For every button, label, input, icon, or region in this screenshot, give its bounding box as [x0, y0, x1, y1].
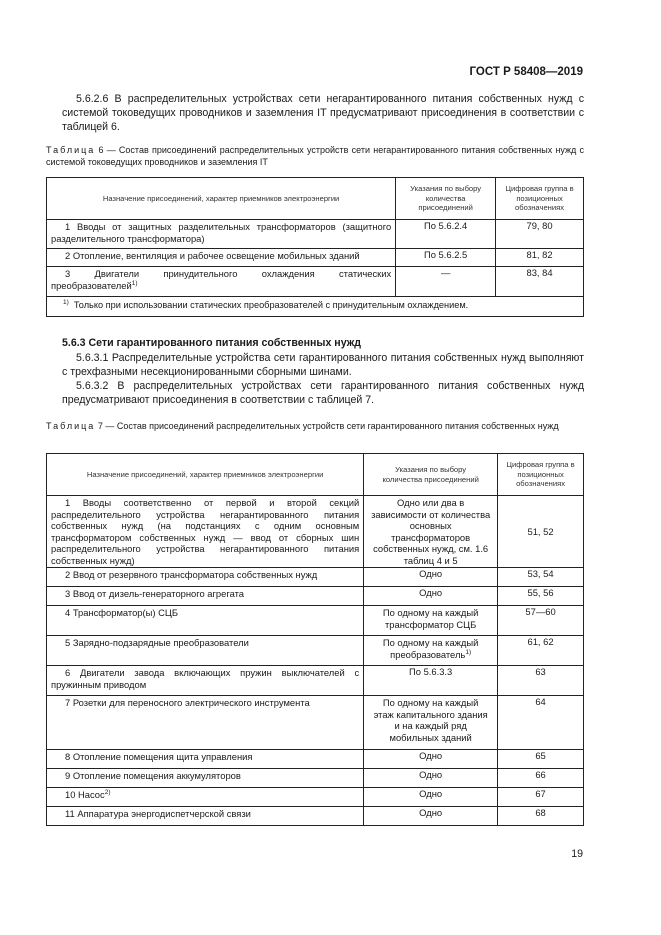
table-row [47, 696, 584, 750]
row-group: 57—60 [498, 606, 584, 636]
row-name: 5 Зарядно-подзарядные преобразователи [65, 637, 249, 648]
row-note: По 5.6.2.4 [396, 220, 496, 249]
row-name: 6 Двигатели завода включающих пружин выключателей с пружинным приводом [51, 667, 360, 690]
row-note: По 5.6.2.5 [396, 249, 496, 267]
table-row [47, 568, 584, 587]
row-group: 79, 80 [496, 220, 584, 249]
footnote-text: Только при использовании статических преобразователей с принудительным охлаждением. [73, 300, 469, 310]
table-row [47, 249, 584, 267]
row-name: 3 Ввод от дизель-генераторного агрегата [65, 588, 244, 599]
row-group: 81, 82 [496, 249, 584, 267]
table-row [47, 606, 584, 636]
row-note: Одно [364, 587, 498, 606]
table6-caption-text: 6 — Состав присоединений распределительных устройств сети негарантированного питания собственных нужд с системой токоведущих проводников и заземления IT [46, 145, 584, 167]
row-name: 2 Отопление, вентиляция и рабочее освещение мобильных зданий [65, 250, 360, 261]
row-note: Одно [364, 769, 498, 788]
table7-header-name: Назначение присоединений, характер приемников электроэнергии [47, 454, 364, 496]
row-name: 1 Вводы от защитных разделительных трансформаторов (защитного разделительного трансформатора) [51, 221, 392, 244]
row-note: Одно [364, 568, 498, 587]
table-row [47, 807, 584, 826]
footnote-ref: 2) [104, 789, 111, 796]
table-row [47, 750, 584, 769]
table-row [47, 788, 584, 807]
row-note: Одно [364, 750, 498, 769]
row-note: Одно [364, 788, 498, 807]
table6-header-note: Указания по выбору количества присоединений [396, 178, 496, 220]
row-note: По одному на каждый преобразователь [382, 637, 479, 660]
row-name: 8 Отопление помещения щита управления [65, 751, 253, 762]
table-row [47, 587, 584, 606]
page-number: 19 [571, 848, 583, 860]
footnote-mark: 1) [63, 299, 69, 306]
row-note: По одному на каждый этаж капитального здания и на каждый ряд мобильных зданий [364, 696, 498, 750]
table-7 [46, 453, 584, 826]
row-note: — [396, 267, 496, 297]
row-name: 3 Двигатели принудительного охлаждения статических преобразователей [51, 268, 392, 291]
document-header: ГОСТ Р 58408—2019 [469, 66, 583, 78]
row-group: 55, 56 [498, 587, 584, 606]
row-group: 53, 54 [498, 568, 584, 587]
row-name: 1 Вводы соответственно от первой и второй секций распределительного устройства негарантированного питания собственных нужд (на подстанциях с одним основным трансформатором собственных нужд — ввод от сборных шин распределительного устройства негарантированного питания собственных нужд) [51, 497, 360, 566]
row-name: 7 Розетки для переносного электрического инструмента [65, 697, 310, 708]
table6-footnote [47, 297, 584, 317]
row-note: Одно [364, 807, 498, 826]
row-name: 4 Трансформатор(ы) СЦБ [65, 607, 178, 618]
row-note: По одному на каждый трансформатор СЦБ [364, 606, 498, 636]
row-note: По 5.6.3.3 [364, 666, 498, 696]
table7-header-group: Цифровая группа в позиционных обозначениях [498, 454, 584, 496]
table7-header-note: Указания по выбору количества присоединений [364, 454, 498, 496]
table6-caption [46, 145, 584, 168]
footnote-ref: 1) [465, 648, 472, 656]
table6-caption-word: Таблица [46, 145, 96, 155]
table-row [47, 666, 584, 696]
table-6 [46, 177, 584, 317]
row-group: 64 [498, 696, 584, 750]
table7-caption-text: 7 — Состав присоединений распределительных устройств сети гарантированного питания собственных нужд [97, 421, 559, 431]
section-heading-5-6-3: 5.6.3 Сети гарантированного питания собственных нужд [62, 337, 361, 349]
footnote-ref: 1) [131, 279, 138, 287]
row-group: 63 [498, 666, 584, 696]
row-group: 66 [498, 769, 584, 788]
table7-caption-word: Таблица [46, 421, 96, 431]
table-row [47, 267, 584, 297]
row-group: 65 [498, 750, 584, 769]
row-name: 2 Ввод от резервного трансформатора собственных нужд [65, 569, 318, 580]
table6-header-group: Цифровая группа в позиционных обозначениях [496, 178, 584, 220]
table7-caption [46, 421, 584, 433]
table-row [47, 636, 584, 666]
row-name: 11 Аппаратура энергодиспетчерской связи [65, 808, 251, 819]
row-name: 9 Отопление помещения аккумуляторов [65, 770, 241, 781]
row-group: 61, 62 [498, 636, 584, 666]
table-row [47, 496, 584, 568]
table6-header-name: Назначение присоединений, характер приемников электроэнергии [47, 178, 396, 220]
row-note: Одно или два в зависимости от количества основных трансформаторов собственных нужд, см. 1.6 таблиц 4 и 5 [364, 496, 498, 568]
table-row [47, 769, 584, 788]
row-group: 68 [498, 807, 584, 826]
paragraph-5-6-2-6: 5.6.2.6 В распределительных устройствах сети негарантированного питания собственных нужд с системой токоведущих проводников и заземления IT предусматривают присоединения в соответствии с таблицей 6. [62, 93, 584, 133]
row-group: 83, 84 [496, 267, 584, 297]
paragraph-5-6-3-2: 5.6.3.2 В распределительных устройствах сети гарантированного питания собственных нужд предусматривают присоединения в соответствии с таблицей 7. [62, 380, 584, 406]
paragraph-5-6-3-1: 5.6.3.1 Распределительные устройства сети гарантированного питания собственных нужд выполняют с трехфазными несекционированными сборными шинами. [62, 352, 584, 378]
row-name: 10 Насос [65, 789, 105, 800]
row-group: 67 [498, 788, 584, 807]
row-group: 51, 52 [498, 496, 584, 568]
table-row [47, 220, 584, 249]
